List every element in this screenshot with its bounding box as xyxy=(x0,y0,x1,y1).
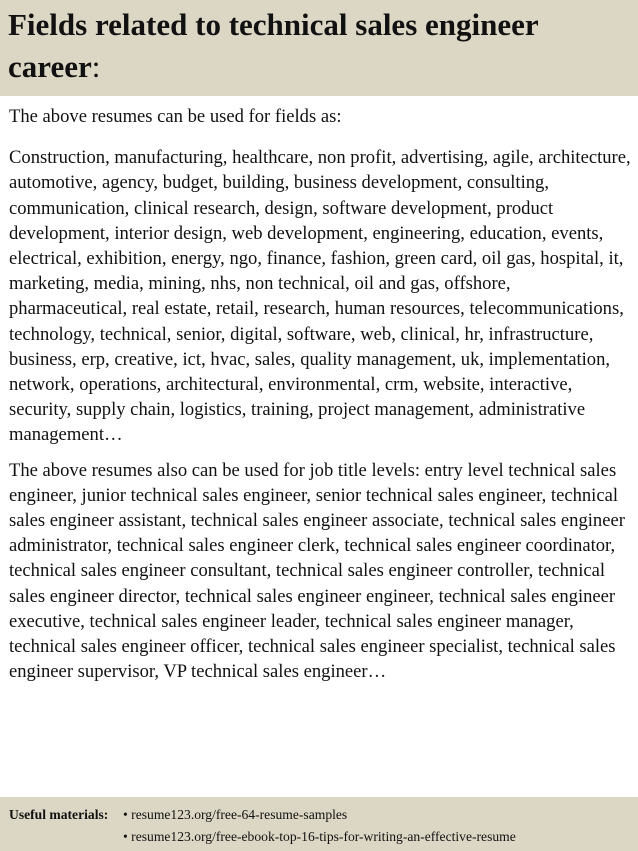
fields-intro: The above resumes can be used for fields as: xyxy=(9,106,342,127)
useful-material-link[interactable]: resume123.org/free-64-resume-samples xyxy=(131,807,348,822)
page-title-text: Fields related to technical sales engineer career xyxy=(8,7,539,84)
header-band xyxy=(0,0,638,96)
main-content xyxy=(9,104,631,684)
useful-material-item xyxy=(123,827,516,846)
useful-materials-label-colon: : xyxy=(103,807,109,822)
bullet-icon: • xyxy=(123,829,128,844)
useful-material-item xyxy=(123,805,347,824)
footer-band xyxy=(0,797,638,851)
useful-material-link[interactable]: resume123.org/free-ebook-top-16-tips-for-writing-an-effective-resume xyxy=(131,829,516,844)
page-title xyxy=(8,4,633,88)
bullet-icon: • xyxy=(123,807,128,822)
job-title-levels: The above resumes also can be used for job title levels: entry level technical sales engineer, junior technical sales engineer, senior technical sales engineer, technical sales engineer assistant, technical sales engineer associate, technical sales engineer administrator, technical sales engineer clerk, technical sales engineer coordinator, technical sales engineer consultant, technical sales engineer controller, technical sales engineer director, technical sales engineer engineer, technical sales engineer executive, technical sales engineer leader, technical sales engineer manager, technical sales engineer officer, technical sales engineer specialist, technical sales engineer supervisor, VP technical sales engineer… xyxy=(9,459,625,683)
fields-list: Construction, manufacturing, healthcare, non profit, advertising, agile, architecture, automotive, agency, budget, building, business development, consulting, communication, clinical research, design, software development, product development, interior design, web development, engineering, education, events, electrical, exhibition, energy, ngo, finance, fashion, green card, oil gas, hospital, it, marketing, media, mining, nhs, non technical, oil and gas, offshore, pharmaceutical, real estate, retail, research, human resources, telecommunications, technology, technical, senior, digital, software, web, clinical, hr, infrastructure, business, erp, creative, ict, hvac, sales, quality management, uk, implementation, network, operations, architectural, environmental, crm, website, interactive, security, supply chain, logistics, training, project management, administrative management… xyxy=(9,147,631,446)
page-title-colon: : xyxy=(91,49,101,84)
useful-materials-label-text: Useful materials xyxy=(9,807,104,822)
useful-materials-label xyxy=(9,805,108,824)
